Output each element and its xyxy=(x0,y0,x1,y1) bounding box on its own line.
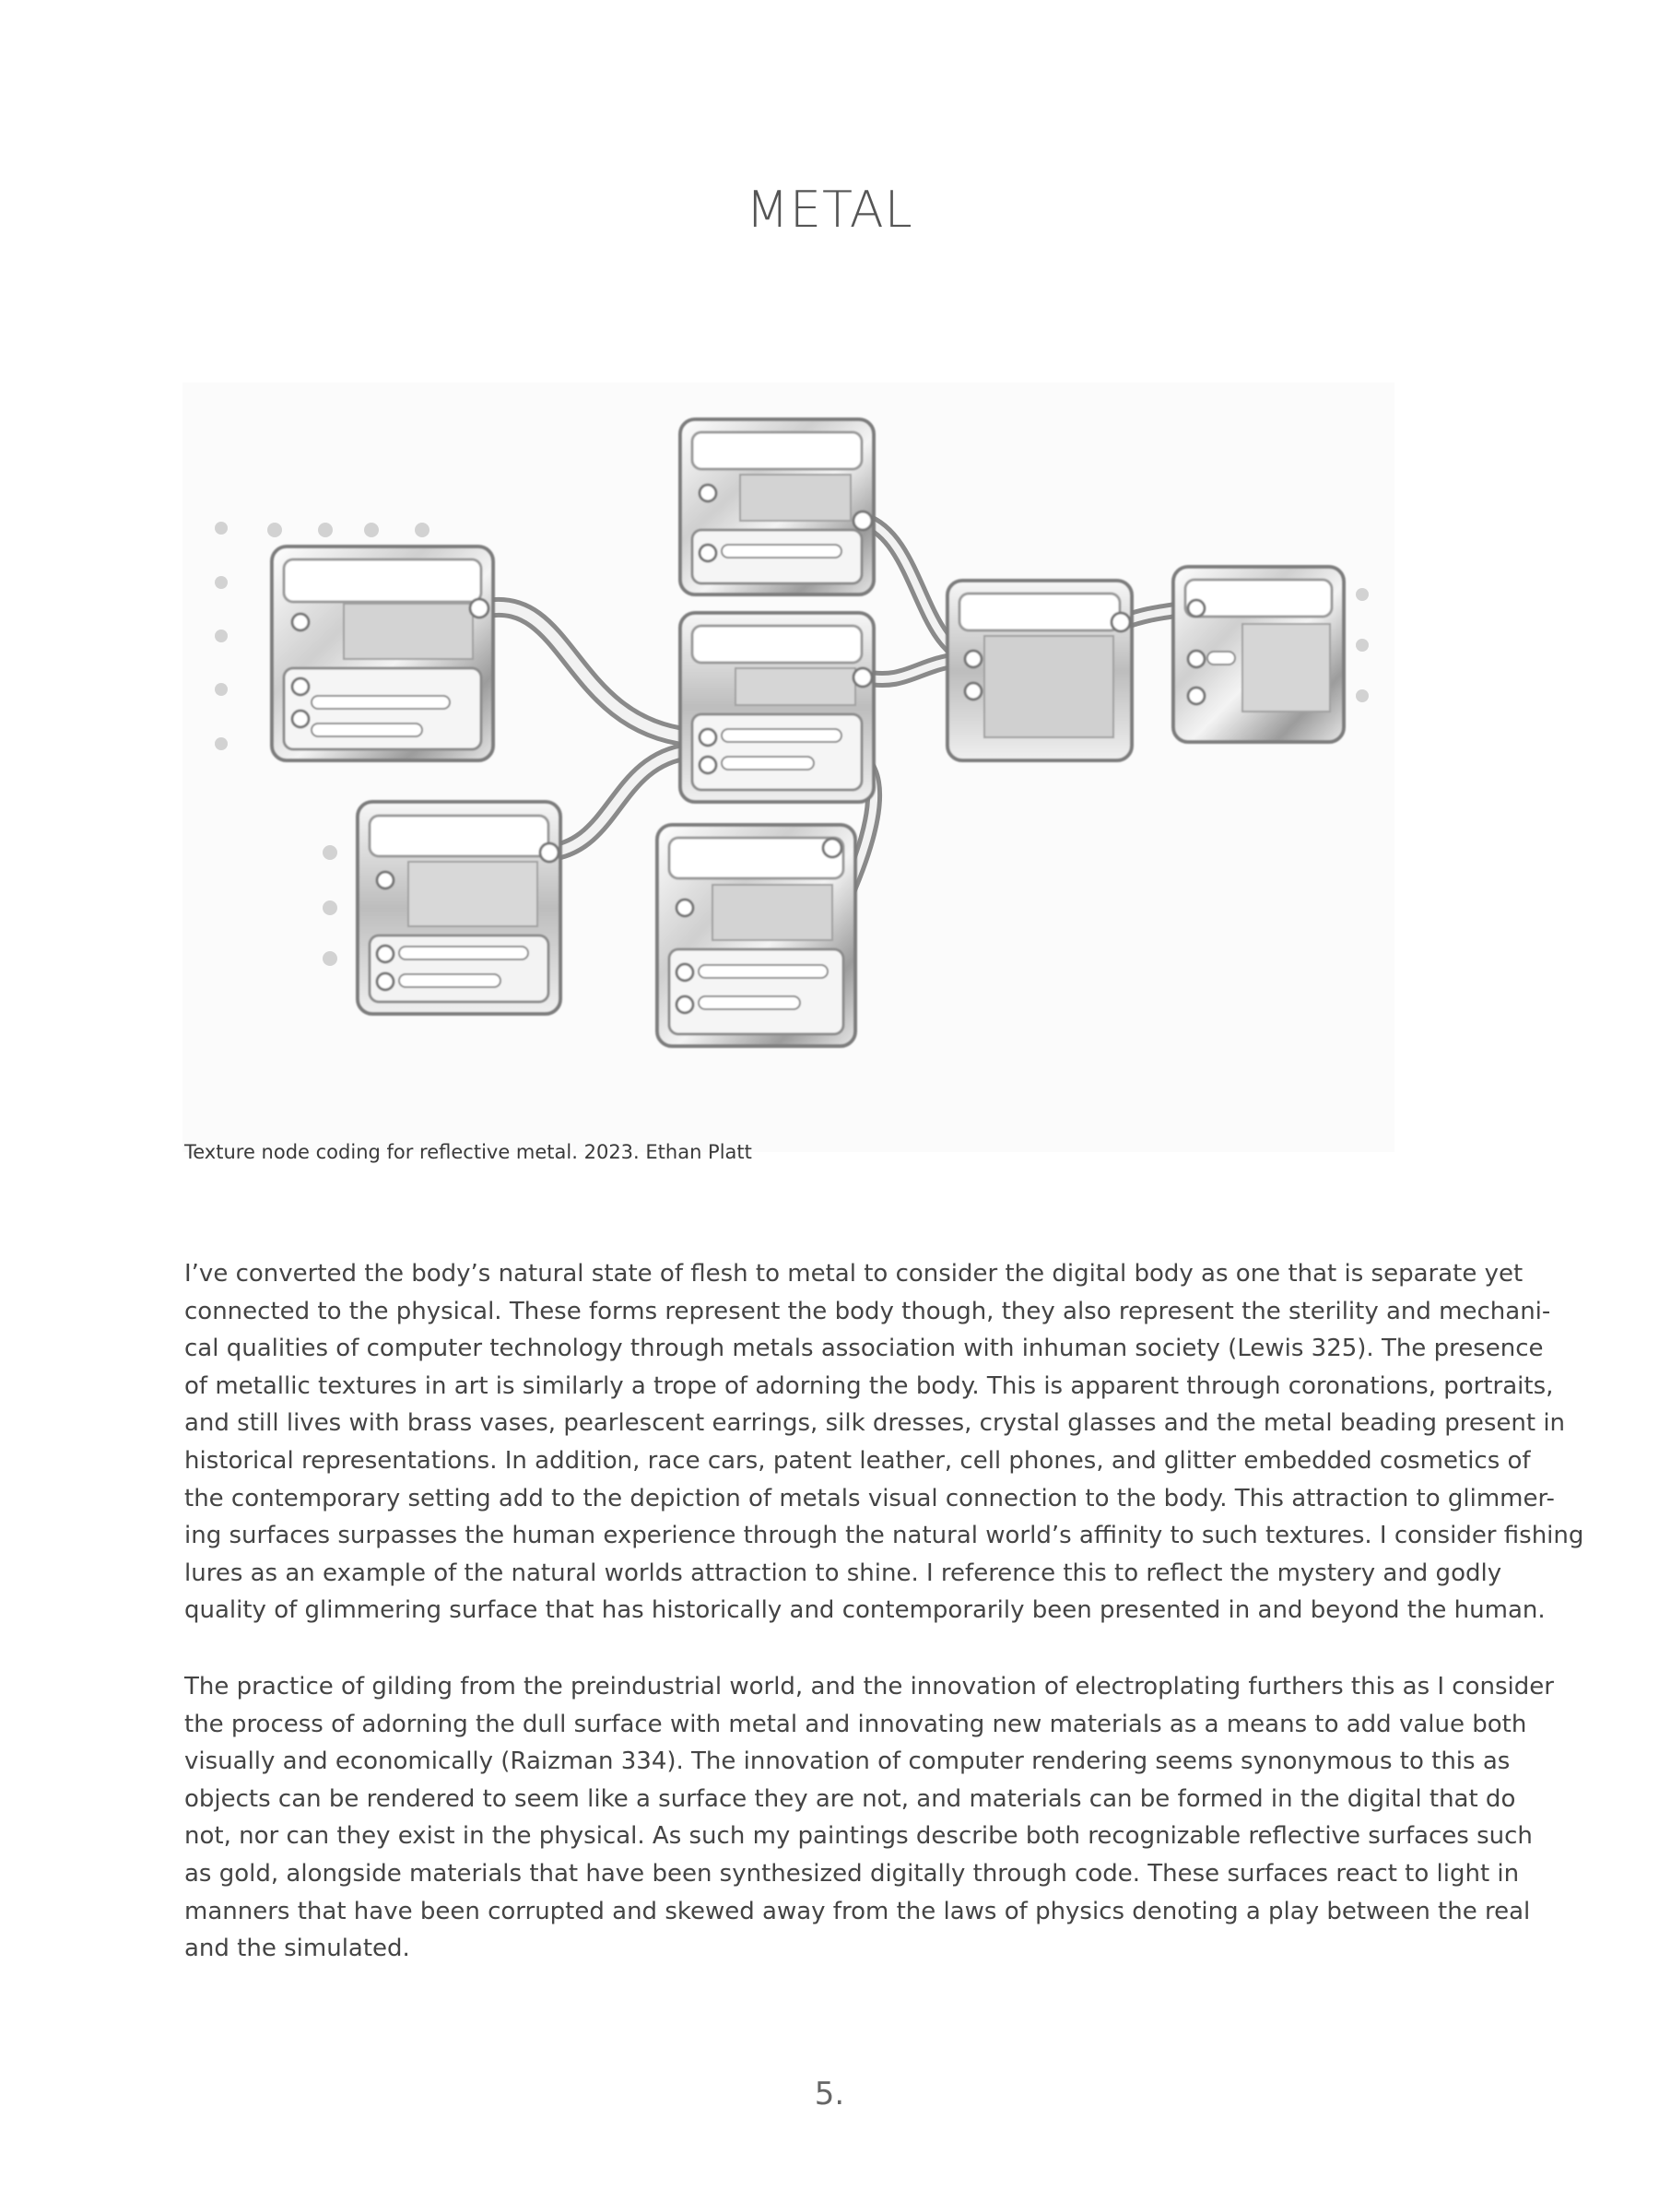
node-graph-image xyxy=(182,382,1394,1152)
text-line: connected to the physical. These forms represent the body though, they also represent the sterility and mechani- xyxy=(184,1297,1551,1325)
node-color-ramp xyxy=(680,419,874,594)
text-line: the process of adorning the dull surface with metal and innovating new materials as a means to add value both xyxy=(184,1710,1527,1738)
node-texture-coordinate xyxy=(272,547,493,760)
text-line: quality of glimmering surface that has historically and contemporarily been presented in and beyond the human. xyxy=(184,1596,1546,1625)
node-noise-texture xyxy=(358,802,560,1014)
node-principled-bsdf xyxy=(947,581,1132,760)
page-number: 5. xyxy=(814,2076,845,2112)
figure-caption: Texture node coding for reflective metal. 2023. Ethan Platt xyxy=(184,1141,752,1163)
text-line: cal qualities of computer technology through metals association with inhuman society (Lewis 325). The presence xyxy=(184,1335,1544,1363)
text-line: lures as an example of the natural worlds attraction to shine. I reference this to reflect the mystery and godly xyxy=(184,1559,1502,1587)
node-mix-shader xyxy=(680,613,874,802)
node-bump-map xyxy=(657,825,855,1046)
text-line: as gold, alongside materials that have been synthesized digitally through code. These surfaces react to light in xyxy=(184,1859,1520,1888)
text-line: I’ve converted the body’s natural state of flesh to metal to consider the digital body as one that is separate yet xyxy=(184,1260,1524,1288)
text-line: The practice of gilding from the preindustrial world, and the innovation of electroplating furthers this as I consider xyxy=(184,1672,1554,1700)
node-material-output xyxy=(1173,567,1344,742)
text-line: and still lives with brass vases, pearlescent earrings, silk dresses, crystal glasses and the metal beading present in xyxy=(184,1409,1566,1438)
text-line: historical representations. In addition, race cars, patent leather, cell phones, and glitter embedded cosmetics of xyxy=(184,1446,1531,1475)
node-graph-figure xyxy=(182,382,1394,1152)
text-line: ing surfaces surpasses the human experience through the natural world’s affinity to such textures. I consider fishing xyxy=(184,1522,1584,1550)
text-line: objects can be rendered to seem like a surface they are not, and materials can be formed in the digital that do xyxy=(184,1784,1516,1813)
text-line: manners that have been corrupted and skewed away from the laws of physics denoting a play between the real xyxy=(184,1897,1531,1925)
text-line: not, nor can they exist in the physical. As such my paintings describe both recognizable reflective surfaces such xyxy=(184,1822,1533,1851)
paragraph xyxy=(184,1255,1584,1630)
text-line: of metallic textures in art is similarly a trope of adorning the body. This is apparent through coronations, portraits, xyxy=(184,1371,1554,1400)
page-title: METAL xyxy=(746,181,913,239)
text-line: visually and economically (Raizman 334). The innovation of computer rendering seems synonymous to this as xyxy=(184,1747,1511,1776)
body-text xyxy=(184,1255,1584,2006)
text-line: the contemporary setting add to the depiction of metals visual connection to the body. This attraction to glimmer- xyxy=(184,1484,1555,1512)
paragraph xyxy=(184,1668,1554,1968)
text-line: and the simulated. xyxy=(184,1935,410,1963)
